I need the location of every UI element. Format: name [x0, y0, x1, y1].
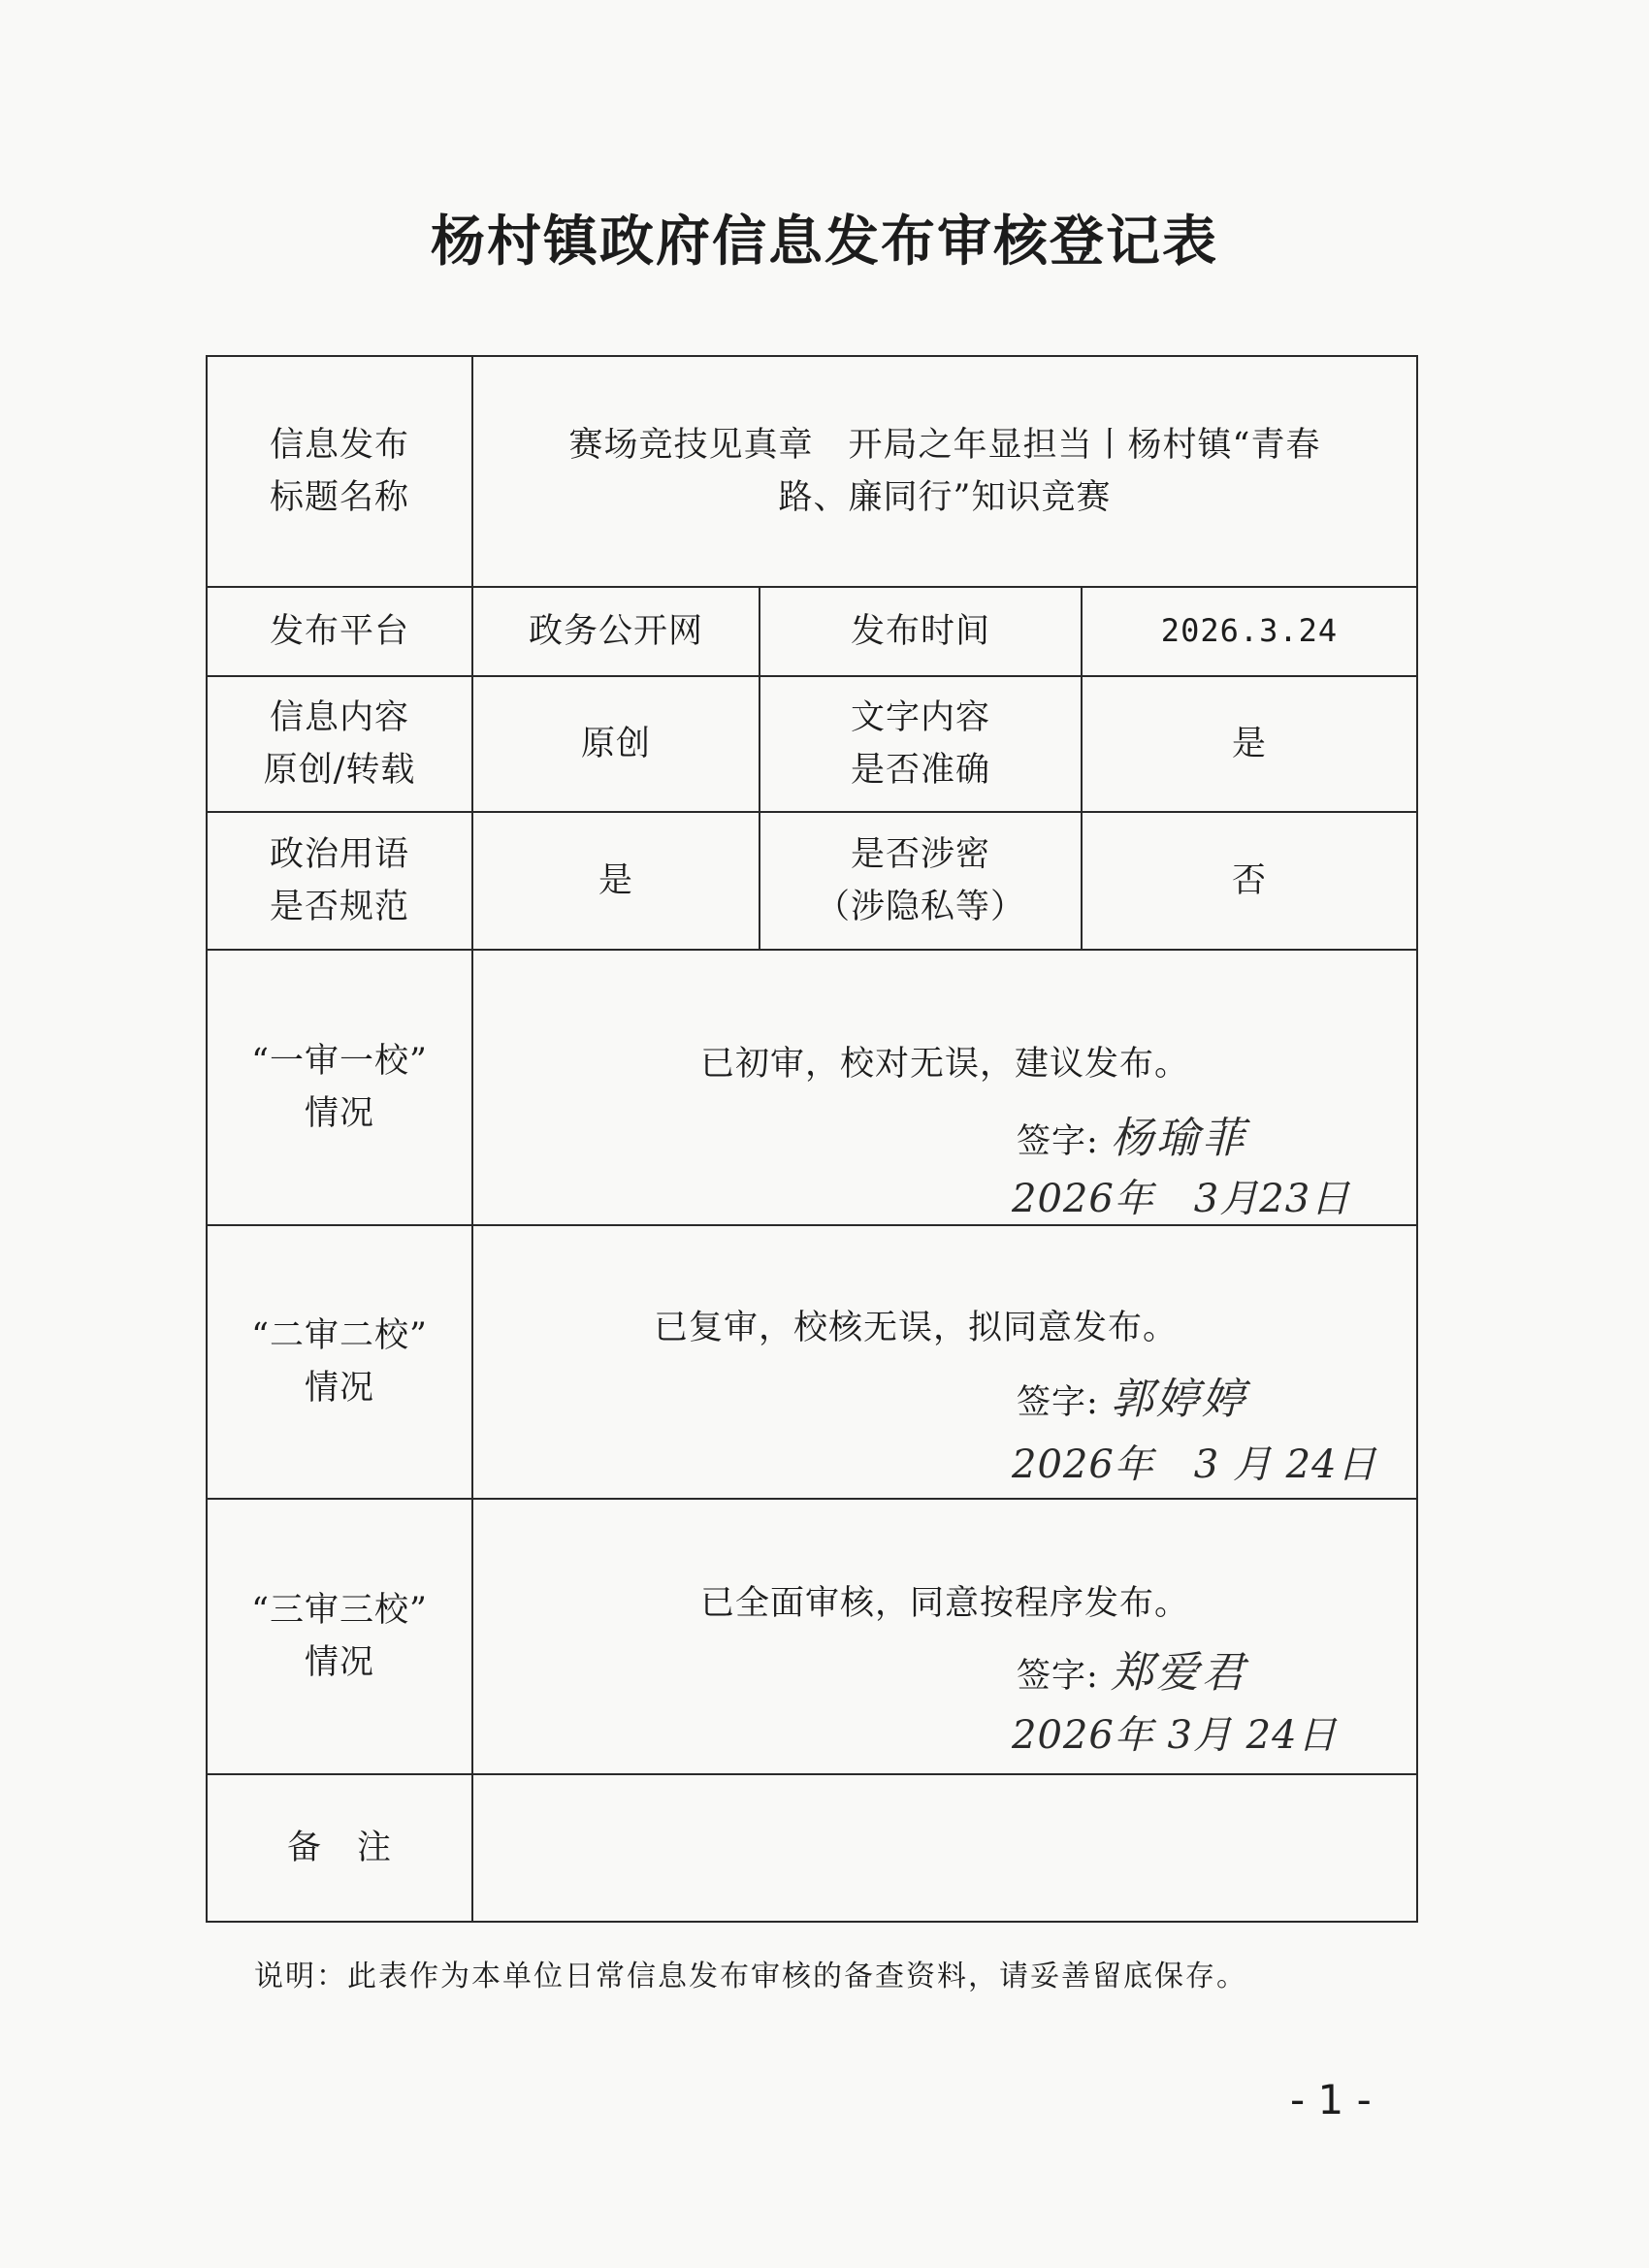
remarks-label: 备 注	[207, 1774, 472, 1922]
platform-row	[207, 587, 1417, 676]
politics-value: 是	[472, 812, 760, 950]
headline-value: 赛场竞技见真章 开局之年显担当丨杨村镇“青春 路、廉同行”知识竞赛	[472, 356, 1417, 587]
page-number: - 1 -	[1290, 2076, 1372, 2123]
review-1-date: 2026年 3月23日	[1012, 1177, 1351, 1221]
signature: 郭婷婷	[1110, 1375, 1247, 1424]
accuracy-label: 文字内容 是否准确	[760, 676, 1082, 812]
page-title: 杨村镇政府信息发布审核登记表	[431, 211, 1218, 274]
headline-row	[207, 356, 1417, 587]
review-1-label: “一审一校” 情况	[207, 950, 472, 1225]
review-3-sign	[1017, 1640, 1424, 1706]
footer-note: 说明：此表作为本单位日常信息发布审核的备查资料，请妥善留底保存。	[254, 1960, 1247, 1993]
accuracy-value: 是	[1082, 676, 1417, 812]
politics-label: 政治用语 是否规范	[207, 812, 472, 950]
publish-time-label: 发布时间	[760, 587, 1082, 676]
review-2-label: “二审二校” 情况	[207, 1225, 472, 1499]
review-row-3	[207, 1499, 1417, 1774]
secret-value: 否	[1082, 812, 1417, 950]
review-2-text: 已复审，校核无误，拟同意发布。	[653, 1309, 1178, 1347]
review-3-label: “三审三校” 情况	[207, 1499, 472, 1774]
headline-label: 信息发布 标题名称	[207, 356, 472, 587]
review-3-text: 已全面审核，同意按程序发布。	[699, 1584, 1189, 1623]
review-row-1	[207, 950, 1417, 1225]
signature: 杨瑜菲	[1110, 1114, 1247, 1163]
platform-value: 政务公开网	[472, 587, 760, 676]
remarks-row	[207, 1774, 1417, 1922]
review-1-text: 已初审，校对无误，建议发布。	[699, 1045, 1189, 1084]
review-1-content	[472, 950, 1417, 1225]
remarks-value	[472, 1774, 1417, 1922]
origin-value: 原创	[472, 676, 760, 812]
secret-label: 是否涉密 （涉隐私等）	[760, 812, 1082, 950]
sign-label: 签字:	[1017, 1122, 1099, 1161]
review-2-sign	[1017, 1367, 1424, 1433]
politics-row	[207, 812, 1417, 950]
review-3-date: 2026年 3月 24日	[1012, 1713, 1338, 1758]
origin-label: 信息内容 原创/转载	[207, 676, 472, 812]
review-2-date: 2026年 3 月 24日	[1012, 1442, 1377, 1487]
registration-table	[206, 355, 1418, 1923]
signature: 郑爱君	[1110, 1648, 1247, 1698]
origin-row	[207, 676, 1417, 812]
review-3-content	[472, 1499, 1417, 1774]
platform-label: 发布平台	[207, 587, 472, 676]
review-1-sign	[1017, 1106, 1424, 1172]
publish-time-value: 2026.3.24	[1082, 587, 1417, 676]
review-row-2	[207, 1225, 1417, 1499]
sign-label: 签字:	[1017, 1657, 1099, 1696]
review-2-content	[472, 1225, 1417, 1499]
sign-label: 签字:	[1017, 1383, 1099, 1422]
